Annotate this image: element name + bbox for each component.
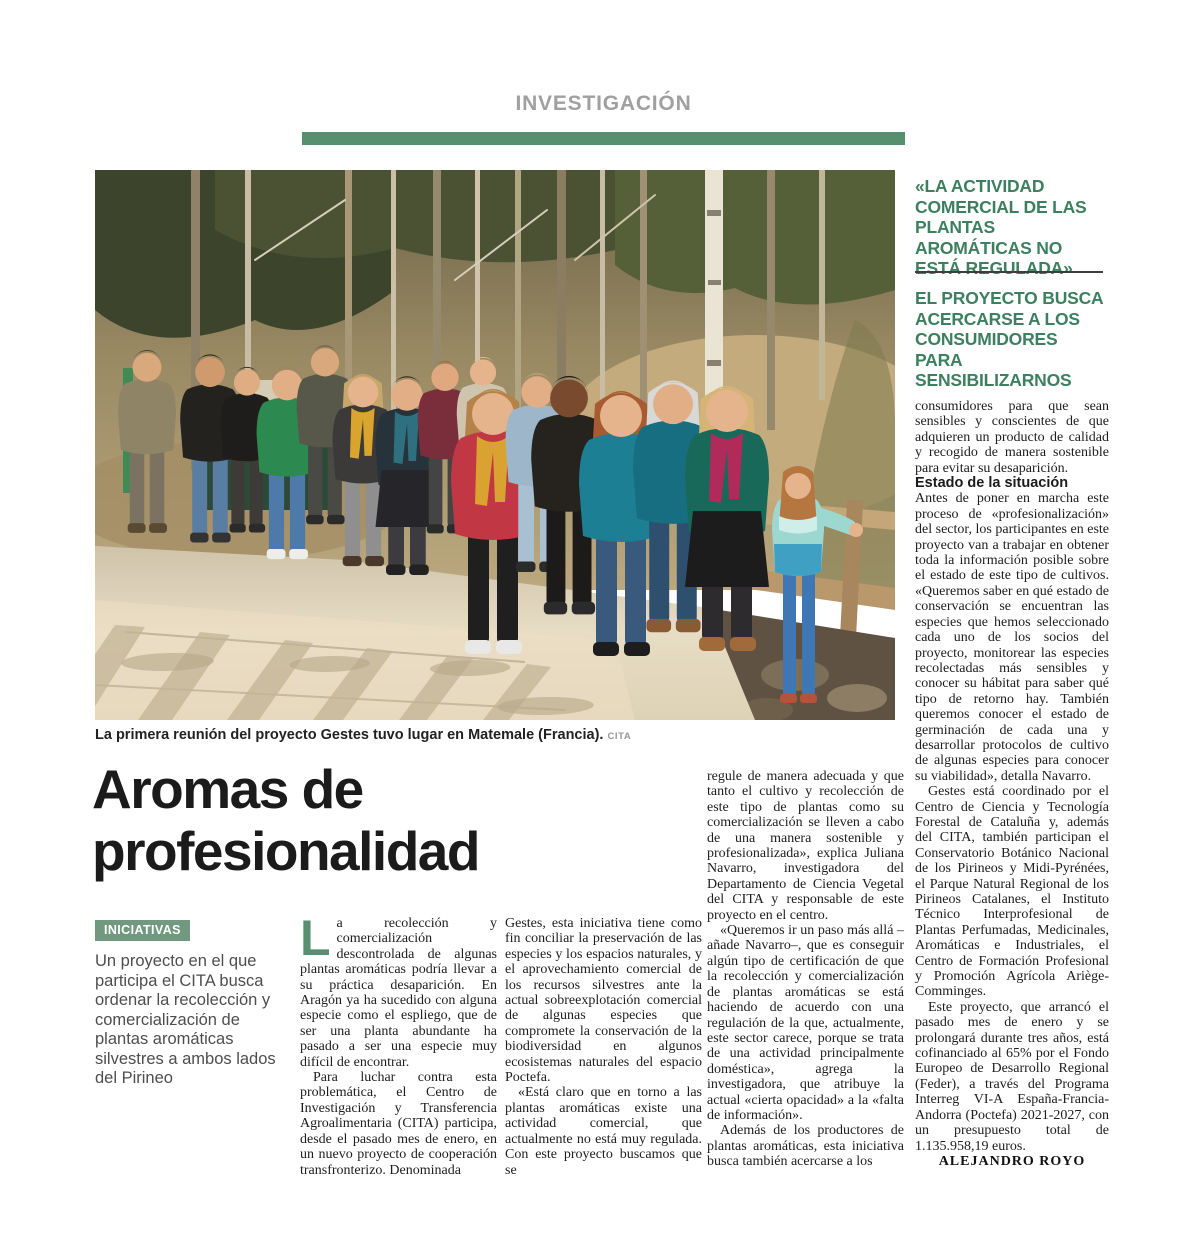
body-column-3 [707, 769, 904, 1170]
headline: Aromas de profesionalidad [92, 758, 479, 882]
sidebar-column [915, 399, 1109, 1169]
paragraph: Para luchar contra esta problemática, el Centro de Investigación y Transferencia Agroalimentaria (CITA) participa, desde el pasado mes de enero, en un nuevo proyecto de cooperación transfronterizo. Denominada [300, 1070, 497, 1178]
group-photo [95, 170, 895, 720]
drop-cap: L [300, 910, 331, 966]
body-column-2 [505, 916, 702, 1178]
photo-credit: CITA [607, 731, 632, 742]
paragraph: Además de los productores de plantas aromáticas, esta iniciativa busca también acercarse a los [707, 1123, 904, 1170]
pull-quote-2: EL PROYECTO BUSCA ACERCARSE A LOS CONSUMIDORES PARA SENSIBILIZARNOS [915, 288, 1103, 390]
paragraph [300, 910, 497, 1070]
sidebar-subhead: Estado de la situación [915, 475, 1069, 492]
standfirst: Un proyecto en el que participa el CITA busca ordenar la recolección y comercialización de plantas aromáticas silvestres a ambos lados del Pirineo [95, 952, 276, 1087]
section-accent-bar [302, 132, 905, 145]
paragraph: «Queremos ir un paso más allá –añade Navarro–, que es conseguir algún tipo de certificación de que la recolección y comercialización de plantas aromáticas se está haciendo de acuerdo con una regulación de la que, actualmente, este sector carece, porque se trata de una actividad principalmente doméstica», agrega la investigadora, que atribuye la actual «cierta opacidad» a la «falta de información». [707, 923, 904, 1123]
section-label: INVESTIGACIÓN [515, 92, 692, 115]
byline: ALEJANDRO ROYO [938, 1153, 1086, 1169]
pull-quote-1: «LA ACTIVIDAD COMERCIAL DE LAS PLANTAS AROMÁTICAS NO ESTÁ REGULADA» [915, 176, 1087, 278]
paragraph: regule de manera adecuada y que tanto el cultivo y recolección de este tipo de plantas como su comercialización se lleven a cabo de una manera sostenible y profesionalizada», explica Juliana Navarro, investigadora del Departamento de Ciencia Vegetal del CITA y responsable de este proyecto en el centro. [707, 769, 904, 923]
photo-caption [95, 727, 815, 743]
paragraph: Antes de poner en marcha este proceso de «profesionalización» del sector, los participantes en este proyecto van a trabajar en obtener toda la información posible sobre el estado de este tipo de cultivos. «Queremos saber en qué estado de conservación se encuentran las especies que hemos seleccionado cada uno de los socios del proyecto, monitorear las especies recolectadas más sensibles y conocer su hábitat para saber qué tipo de retorno hay. También queremos conocer el estado de germinación de cada una y desarrollar protocolos de cultivo de algunas especies para conocer su viabilidad», detalla Navarro. [915, 491, 1109, 784]
paragraph: Gestes, esta iniciativa tiene como fin conciliar la preservación de las especies y los espacios naturales, y el aprovechamiento comercial de los recursos silvestres ante la actual sobreexplotación comercial de algunas especies que compromete la conservación de la biodiversidad en algunos ecosistemas naturales del espacio Poctefa. [505, 916, 702, 1086]
paragraph: «Está claro que en torno a las plantas aromáticas existe una actividad comercial, que actualmente no está muy regulada. Con este proyecto buscamos que se [505, 1085, 702, 1178]
paragraph: Este proyecto, que arrancó el pasado mes de enero y se prolongará durante tres años, está cofinanciado al 65% por el Fondo Europeo de Desarrollo Regional (Feder), a través del Programa Interreg VI-A España-Francia-Andorra (Poctefa) 2021-2027, con un presupuesto total de 1.135.958,19 euros. [915, 999, 1109, 1154]
paragraph: consumidores para que sean sensibles y conscientes de que adquieren un producto de calidad y recogido de manera sostenible para evitar su desaparición. [915, 399, 1109, 476]
paragraph: Gestes está coordinado por el Centro de Ciencia y Tecnología Forestal de Cataluña y, además del CITA, también participan el Conservatorio Botánico Nacional de los Pirineos y Midi-Pyrénées, el Parque Natural Regional de los Pirineos Catalanes, el Instituto Técnico Interprofesional de Plantas Perfumadas, Medicinales, Aromáticas e Industriales, el Centro de Formación Profesional y Promoción Agrícola Ariège-Comminges. [915, 784, 1109, 1000]
quote-divider [915, 271, 1103, 273]
group-photo-illustration [95, 170, 895, 720]
paragraph-text: a recolección y comercialización descontrolada de algunas plantas aromáticas podría llevar a su práctica desaparición. En Aragón ya ha sucedido con alguna especie como el espliego, que de ser una planta abundante ha pasado a ser una especie muy difícil de encontrar. [300, 916, 497, 1070]
kicker-badge: INICIATIVAS [95, 920, 190, 941]
caption-text: La primera reunión del proyecto Gestes tuvo lugar en Matemale (Francia). [95, 727, 604, 743]
body-column-1 [300, 910, 497, 1178]
